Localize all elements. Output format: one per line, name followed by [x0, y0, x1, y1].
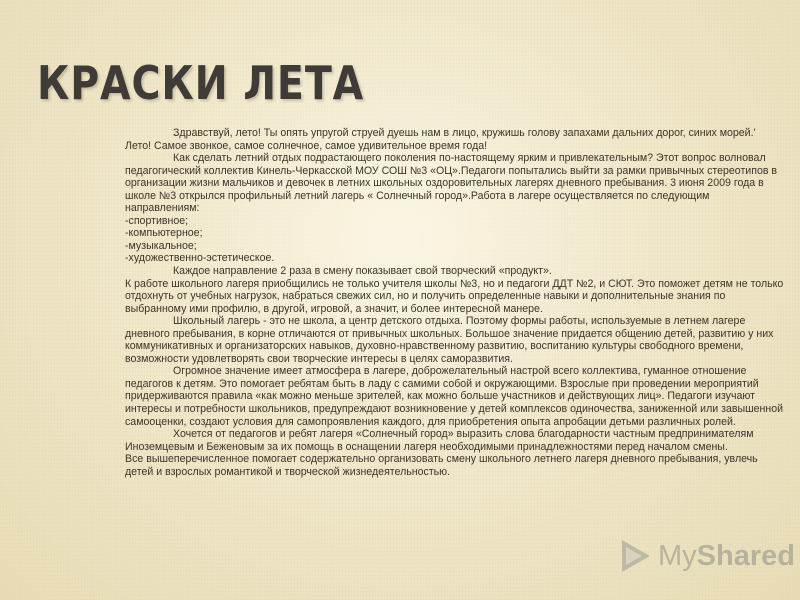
body-paragraph: Хочется от педагогов и ребят лагеря «Солнечный город» выразить слова благодарности частным предпринимателям Иноземцевым и Беженовым за их помощь в оснащении лагеря необходимыми принадлежностями перед началом смены. — [125, 428, 754, 453]
body-paragraph: Здравствуй, лето! Ты опять упругой струей дуешь нам в лицо, кружишь голову запахами дальних дорог, синих морей.' — [173, 127, 756, 139]
body-paragraph: Школьный лагерь - это не школа, а центр детского отдыха. Поэтому формы работы, используемые в летнем лагере дневного пребывания, в корне отличаются от привычных школьных. Большое значение придается общению детей, развитию у них коммуникативных и организаторских навыков, духовно-нравственному развитию, воспитанию культуры свободного времени, возможности удовлетворять свои творческие интересы в целях саморазвития. — [125, 315, 774, 365]
watermark-brand-bold: Shared — [696, 540, 795, 572]
watermark-brand-light: My — [658, 540, 697, 572]
play-triangle-icon — [614, 536, 654, 576]
slide-body-text — [125, 127, 785, 478]
body-paragraph: К работе школьного лагеря приобщились не только учителя школы №3, но и педагоги ДДТ №2, и СЮТ. Это поможет детям не только отдохнуть от учебных нагрузок, набраться свежих сил, но и получить определенные навыки и дополнительные знания по выбранному ими профилю, в другой, игровой, а значит, и более интересной манере. — [125, 277, 784, 315]
myshared-watermark — [614, 536, 795, 580]
body-paragraph: Как сделать летний отдых подрастающего поколения по-настоящему ярким и привлекательным? Этот вопрос волновал педагогический коллектив Кинель-Черкасской МОУ СОШ №3 «ОЦ».Педагоги попытались выйти за рамки привычных стереотипов в организации жизни мальчиков и девочек в летних школьных оздоровительных лагерях дневного пребывания. 3 июня 2009 года в школе №3 открылся профильный летний лагерь « Солнечный город».Работа в лагере осуществляется по следующим направлениям: — [125, 152, 778, 215]
watermark-logo-text — [658, 538, 795, 574]
body-paragraph: -спортивное; — [125, 214, 189, 227]
slide-title: КРАСКИ ЛЕТА — [37, 56, 365, 110]
body-paragraph: Огромное значение имеет атмосфера в лагере, доброжелательный настрой всего коллектива, гуманное отношение педагогов к детям. Это помогает ребятам быть в ладу с самими собой и окружающими. Взрослые при проведении мероприятий придерживаются правила «как можно меньше зрителей, как можно больше участников и действующих лиц». Педагоги изучают интересы и потребности школьников, предупреждают возникновение у детей комплексов одиночества, заниженной или завышенной самооценки, создают условия для самопроявления каждого, для приобретения опыта апробации детьми различных ролей. — [125, 365, 784, 428]
body-paragraph: Лето! Самое звонкое, самое солнечное, самое удивительное время года! — [125, 139, 488, 152]
body-paragraph: -музыкальное; — [125, 239, 197, 252]
body-paragraph: Каждое направление 2 раза в смену показывает свой творческий «продукт». — [173, 265, 552, 278]
body-paragraph: -компьютерное; — [125, 227, 203, 240]
body-paragraph: Все вышеперечисленное помогает содержательно организовать смену школьного летнего лагеря дневного пребывания, увлечь детей и взрослых романтикой и творческой жизнедеятельностью. — [125, 453, 758, 478]
body-paragraph: -художественно-эстетическое. — [125, 252, 275, 265]
